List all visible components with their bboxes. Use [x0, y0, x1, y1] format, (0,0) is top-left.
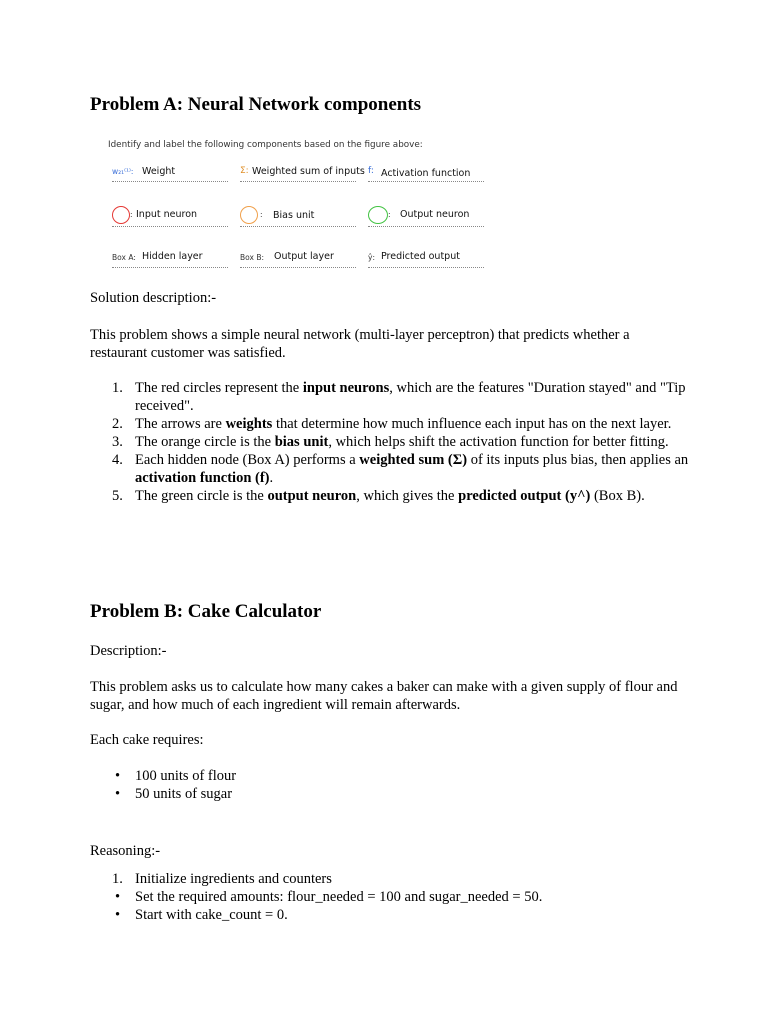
list-item: • Set the required amounts: flour_needed = 100 and sugar_needed = 50. [115, 889, 543, 905]
list-item: 1. The red circles represent the input neurons, which are the features "Duration stayed" and "Tip received". [112, 380, 686, 414]
box-a-symbol: Box A: [112, 253, 136, 262]
weighted-sum-label: Weighted sum of inputs [252, 166, 365, 177]
f-symbol: f: [368, 166, 374, 176]
description-heading: Description:- [90, 643, 167, 659]
list-item: 3. The orange circle is the bias unit, which helps shift the activation function for better fitting. [112, 434, 669, 450]
box-b-symbol: Box B: [240, 253, 264, 262]
reasoning-list [90, 870, 690, 924]
orange-circle-icon [240, 206, 258, 224]
figure-cell-activation [368, 164, 486, 184]
list-item: 2. The arrows are weights that determine how much influence each input has on the next layer. [112, 416, 672, 432]
list-item: 1. Initialize ingredients and counters [112, 871, 332, 887]
output-layer-label: Output layer [274, 251, 334, 262]
solution-list [90, 379, 690, 505]
answer-line [240, 181, 356, 182]
figure-cell-weighted-sum [240, 164, 365, 184]
figure-cell-predicted-output [368, 250, 486, 270]
colon: : [260, 210, 263, 219]
problem-a-title: Problem A: Neural Network components [90, 94, 422, 115]
answer-line [368, 226, 484, 227]
answer-line [368, 267, 484, 268]
answer-line [240, 226, 356, 227]
output-neuron-label: Output neuron [400, 209, 470, 220]
colon: : [388, 210, 391, 219]
red-circle-icon [112, 206, 130, 224]
figure-cell-input-neuron [112, 206, 230, 226]
list-item: 4. Each hidden node (Box A) performs a weighted sum (Σ) of its inputs plus bias, then applies an activation function (f). [112, 452, 689, 486]
colon: : [130, 210, 133, 219]
weight-symbol: w₂₁⁽¹⁾: [112, 167, 134, 176]
predicted-output-label: Predicted output [381, 251, 460, 262]
figure-cell-output-layer [240, 250, 358, 270]
answer-line [112, 267, 228, 268]
y-hat-symbol: ŷ: [368, 253, 375, 262]
list-item: • Start with cake_count = 0. [115, 907, 288, 923]
figure-cell-weight [112, 164, 230, 184]
list-item: 5. The green circle is the output neuron, which gives the predicted output (y^) (Box B). [112, 488, 645, 504]
problem-b-title: Problem B: Cake Calculator [90, 601, 322, 622]
answer-line [112, 181, 228, 182]
green-circle-icon [368, 206, 388, 224]
answer-line [240, 267, 356, 268]
activation-label: Activation function [381, 168, 471, 179]
requires-heading: Each cake requires: [90, 732, 204, 748]
components-figure [106, 140, 506, 276]
sigma-symbol: Σ: [240, 166, 249, 176]
list-item: • 100 units of flour [115, 768, 237, 784]
figure-instruction: Identify and label the following components based on the figure above: [108, 140, 423, 150]
figure-cell-hidden-layer [112, 250, 230, 270]
figure-cell-output-neuron [368, 206, 486, 226]
input-neuron-label: Input neuron [136, 209, 198, 220]
requirements-list [90, 767, 690, 803]
answer-line [368, 181, 484, 182]
reasoning-heading: Reasoning:- [90, 843, 161, 859]
hidden-layer-label: Hidden layer [142, 251, 203, 262]
weight-label: Weight [142, 166, 176, 177]
answer-line [112, 226, 228, 227]
solution-heading: Solution description:- [90, 290, 217, 306]
description-text: This problem asks us to calculate how many cakes a baker can make with a given supply of flour and sugar, and how much of each ingredient will remain afterwards. [90, 679, 678, 713]
bias-unit-label: Bias unit [273, 210, 315, 221]
list-item: • 50 units of sugar [115, 786, 233, 802]
figure-cell-bias-unit [240, 206, 358, 226]
solution-intro: This problem shows a simple neural network (multi-layer perceptron) that predicts whether a restaurant customer was satisfied. [90, 327, 630, 361]
